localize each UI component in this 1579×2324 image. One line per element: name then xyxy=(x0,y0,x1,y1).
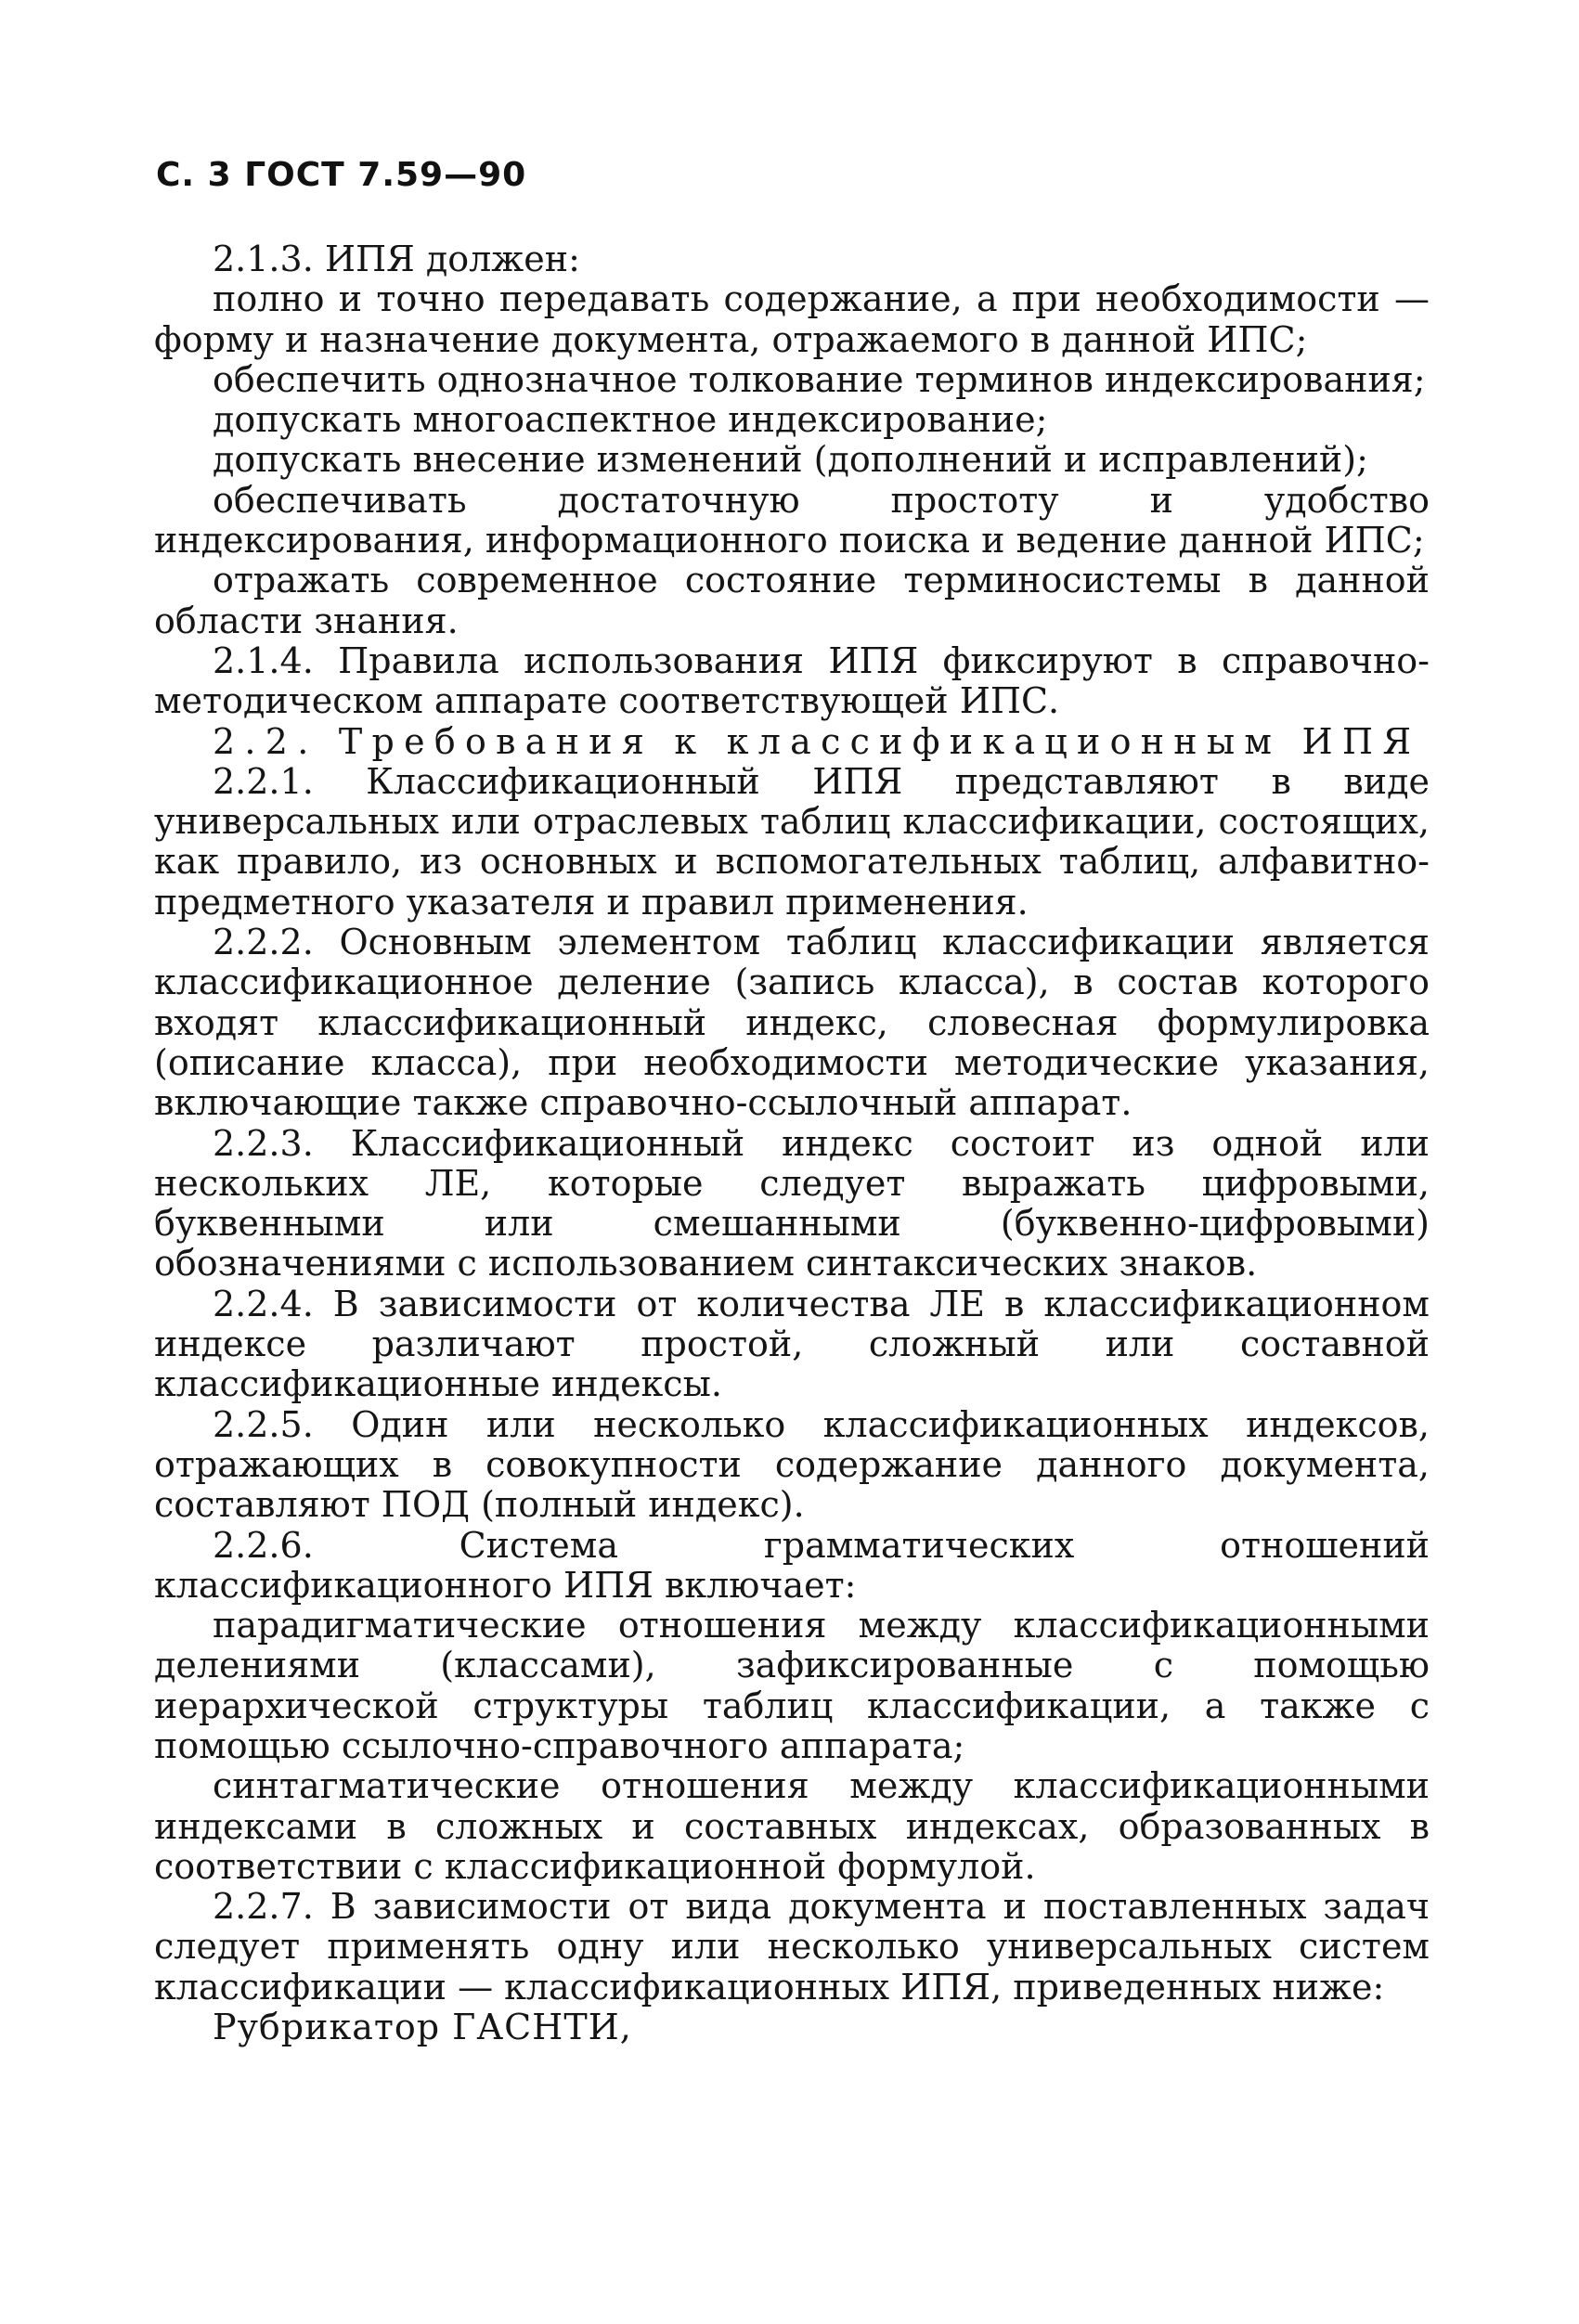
page-header: С. 3 ГОСТ 7.59—90 xyxy=(156,156,527,194)
paragraph-2-1-4: 2.1.4. Правила использования ИПЯ фиксируют в справочно-методическом аппарате соответствующей ИПС. xyxy=(154,639,1430,722)
list-item-simplicity: обеспечивать достаточную простоту и удобство индексирования, информационного поиска и ведение данной ИПС; xyxy=(154,479,1430,562)
list-item-syntagmatic: синтагматические отношения между классификационными индексами в сложных и составных индексах, образованных в соответствии с классификационной формулой. xyxy=(154,1765,1430,1887)
document-body xyxy=(154,239,1430,2047)
paragraph-2-2-2: 2.2.2. Основным элементом таблиц классификации является классификационное деление (запись класса), в состав которого входят классификационный индекс, словесная формулировка (описание класса), при необходимости методические указания, включающие также справочно-ссылочный аппарат. xyxy=(154,922,1430,1124)
paragraph-2-1-3: 2.1.3. ИПЯ должен: xyxy=(213,239,580,279)
list-item-convey-content: полно и точно передавать содержание, а при необходимости — форму и назначение документа, отражаемого в данной ИПС; xyxy=(154,278,1430,360)
list-item-paradigmatic: парадигматические отношения между классификационными делениями (классами), зафиксированные с помощью иерархической структуры таблиц классификации, а также с помощью ссылочно-справочного аппарата; xyxy=(154,1605,1430,1766)
paragraph-2-2-7: 2.2.7. В зависимости от вида документа и поставленных задач следует применять одну или несколько универсальных систем классификации — классификационных ИПЯ, приведенных ниже: xyxy=(154,1886,1430,2008)
list-item-current-state: отражать современное состояние терминосистемы в данной области знания. xyxy=(154,560,1430,641)
list-item-multiaspect: допускать многоаспектное индексирование; xyxy=(213,399,1048,441)
paragraph-2-2-6: 2.2.6. Система грамматических отношений классификационного ИПЯ включает: xyxy=(154,1524,1430,1606)
section-heading-2-2: 2.2. Требования к классификационным ИПЯ xyxy=(213,720,1421,762)
paragraph-2-2-3: 2.2.3. Классификационный индекс состоит из одной или нескольких ЛЕ, которые следует выражать цифровыми, буквенными или смешанными (буквенно-цифровыми) обозначениями с использованием синтаксических знаков. xyxy=(154,1122,1430,1285)
paragraph-2-2-4: 2.2.4. В зависимости от количества ЛЕ в классификационном индексе различают простой, сложный или составной классификационные индексы. xyxy=(154,1283,1430,1405)
list-item-allow-changes: допускать внесение изменений (дополнений и исправлений); xyxy=(213,439,1368,481)
paragraph-2-2-1: 2.2.1. Классификационный ИПЯ представляют в виде универсальных или отраслевых таблиц классификации, состоящих, как правило, из основных и вспомогательных таблиц, алфавитно-предметного указателя и правил применения. xyxy=(154,760,1430,923)
list-item-unambiguous-terms: обеспечить однозначное толкование терминов индексирования; xyxy=(213,358,1426,400)
paragraph-2-2-5: 2.2.5. Один или несколько классификационных индексов, отражающих в совокупности содержание данного документа, составляют ПОД (полный индекс). xyxy=(154,1403,1430,1526)
list-item-gasnti: Рубрикатор ГАСНТИ, xyxy=(213,2007,632,2048)
